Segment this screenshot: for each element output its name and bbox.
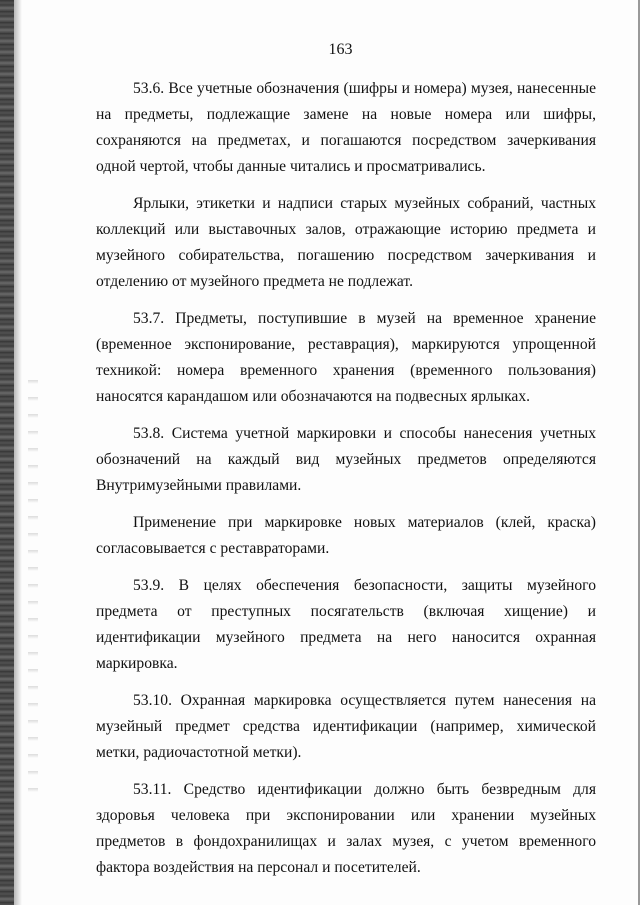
scan-artifacts: [28, 380, 38, 800]
page-number: 163: [328, 41, 353, 58]
paragraph-materials: Применение при маркировке новых материалов (клей, краска) согласовывается с реставраторами.: [96, 514, 596, 557]
paragraph-53-11: 53.11. Средство идентификации должно быть безвредным для здоровья человека при экспонировании или хранении музейных предметов в фондохранилищах и залах музея, с учетом временного фактора воздействия на персонал и посетителей.: [96, 781, 596, 876]
paragraph-53-6: 53.6. Все учетные обозначения (шифры и номера) музея, нанесенные на предметы, подлежащие замене на новые номера или шифры, сохраняются на предметах, и погашаются посредством зачеркивания одной чертой, чтобы данные читались и просматривались.: [96, 80, 596, 175]
scan-binding-shadow: [14, 0, 22, 905]
paragraph-53-7: 53.7. Предметы, поступившие в музей на временное хранение (временное экспонирование, реставрация), маркируются упрощенной техникой: номера временного хранения (временного пользования) наносятся карандашом или обозначаются на подвесных ярлыках.: [96, 310, 596, 405]
scan-binding-edge: [0, 0, 14, 905]
paragraph-53-8: 53.8. Система учетной маркировки и способы нанесения учетных обозначений на каждый вид музейных предметов определяются Внутримузейными правилами.: [96, 425, 596, 494]
paragraph-labels: Ярлыки, этикетки и надписи старых музейных собраний, частных коллекций или выставочных залов, отражающие историю предмета и музейного собирательства, погашению посредством зачеркивания и отделению от музейного предмета не подлежат.: [96, 195, 596, 290]
document-body: [96, 76, 596, 892]
paragraph-53-9: 53.9. В целях обеспечения безопасности, защиты музейного предмета от преступных посягательств (включая хищение) и идентификации музейного предмета на него наносится охранная маркировка.: [96, 577, 596, 672]
paragraph-53-10: 53.10. Охранная маркировка осуществляется путем нанесения на музейный предмет средства идентификации (например, химической метки, радиочастотной метки).: [96, 692, 596, 761]
